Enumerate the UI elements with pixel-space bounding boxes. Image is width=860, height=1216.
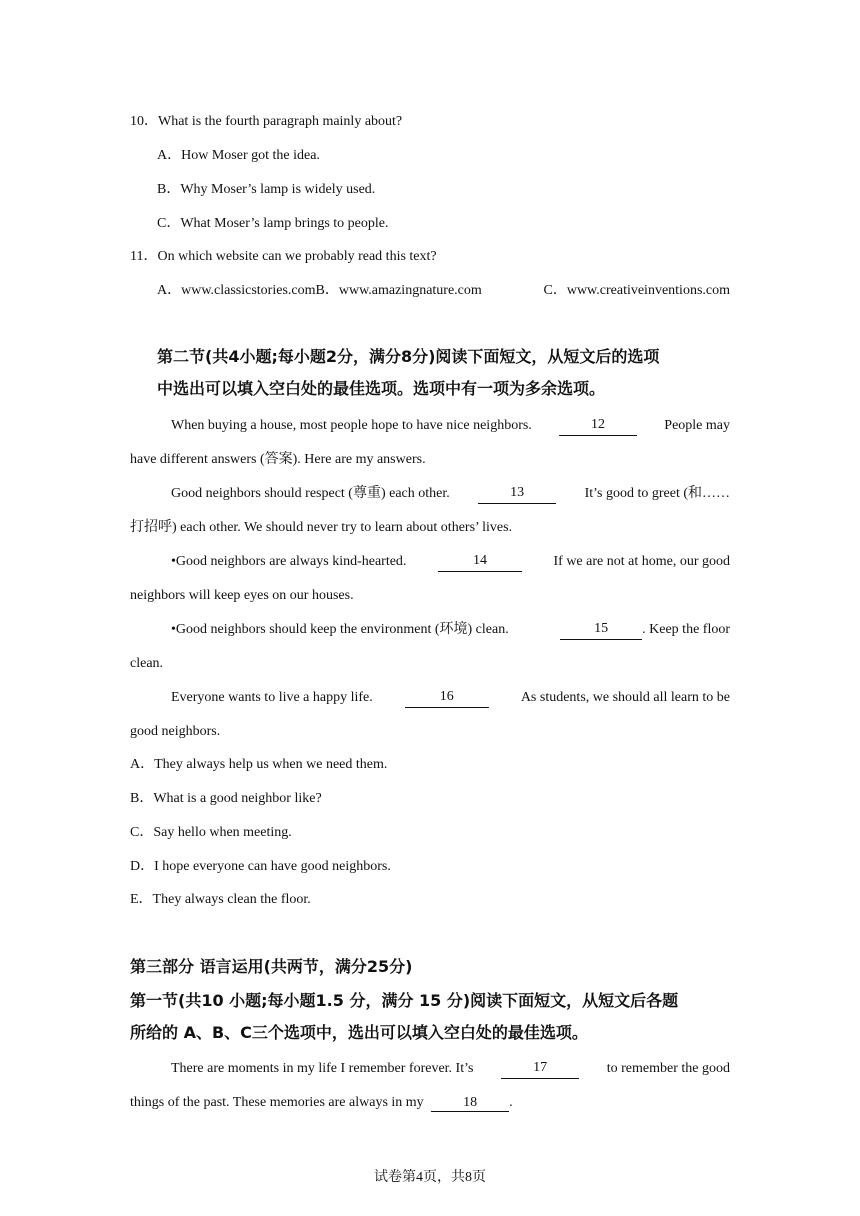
passage-paragraph-1-line-1 (171, 416, 730, 436)
passage-paragraph-3-line-1 (171, 552, 730, 572)
part-3-section-1-heading-line-1: 第一节(共10 小题;每小题1.5 分，满分 15 分)阅读下面短文，从短文后各题 (130, 991, 679, 1010)
question-11-option-c: C．www.creativeinventions.com (543, 283, 730, 298)
passage-text: If we are not at home, our good (553, 554, 730, 569)
passage-text: As students, we should all learn to be (520, 690, 730, 705)
option-c: C．Say hello when meeting. (130, 825, 292, 840)
passage-text: to remember the good (606, 1061, 730, 1076)
passage-text: •Good neighbors should keep the environment (环境) clean. (171, 622, 509, 637)
blank-16: 16 (405, 688, 489, 708)
passage-paragraph-4-line-1 (171, 620, 730, 640)
blank-17: 17 (501, 1059, 579, 1079)
passage-text: People may (664, 418, 730, 433)
passage-paragraph-2-line-2: 打招呼) each other. We should never try to learn about others’ lives. (130, 520, 513, 535)
question-10-option-b: B．Why Moser’s lamp is widely used. (157, 182, 376, 197)
blank-13: 13 (478, 484, 556, 504)
question-11-stem: 11．On which website can we probably read this text? (130, 249, 437, 264)
passage-paragraph-5-line-1 (171, 688, 730, 708)
part-3-section-1-heading-line-2: 所给的 A、B、C三个选项中，选出可以填入空白处的最佳选项。 (130, 1023, 588, 1042)
question-11-options (157, 281, 730, 301)
question-10-option-c: C．What Moser’s lamp brings to people. (157, 216, 389, 231)
question-10-stem: 10．What is the fourth paragraph mainly about? (130, 114, 403, 129)
option-d: D．I hope everyone can have good neighbors. (130, 859, 391, 874)
passage-text: There are moments in my life I remember forever. It’s (171, 1061, 474, 1076)
passage-text: . (509, 1095, 513, 1110)
passage-paragraph-1-line-2: have different answers (答案). Here are my answers. (130, 452, 426, 467)
page-footer: 试卷第4页，共8页 (374, 1170, 486, 1185)
option-a: A．They always help us when we need them. (130, 757, 388, 772)
cloze-passage-line-2 (130, 1093, 730, 1113)
passage-paragraph-2-line-1 (171, 484, 730, 504)
section-2-heading-line-2: 中选出可以填入空白处的最佳选项。选项中有一项为多余选项。 (157, 379, 606, 398)
section-2-heading-line-1: 第二节(共4小题;每小题2分，满分8分)阅读下面短文，从短文后的选项 (157, 347, 660, 366)
part-3-title: 第三部分 语言运用(共两节，满分25分) (130, 957, 413, 976)
blank-12: 12 (559, 416, 637, 436)
cloze-passage-line-1 (171, 1059, 730, 1079)
passage-text: It’s good to greet (和…… (584, 486, 730, 501)
passage-text: Good neighbors should respect (尊重) each other. (171, 486, 450, 501)
blank-15: 15 (560, 620, 642, 640)
passage-paragraph-5-line-2: good neighbors. (130, 724, 221, 739)
passage-text: Everyone wants to live a happy life. (171, 690, 373, 705)
passage-text: •Good neighbors are always kind-hearted. (171, 554, 407, 569)
option-e: E．They always clean the floor. (130, 892, 311, 907)
blank-14: 14 (438, 552, 522, 572)
passage-text: things of the past. These memories are always in my (130, 1095, 424, 1110)
passage-text: When buying a house, most people hope to have nice neighbors. (171, 418, 532, 433)
question-11-option-a: A．www.classicstories.com (157, 283, 316, 298)
option-b: B．What is a good neighbor like? (130, 791, 322, 806)
passage-paragraph-4-line-2: clean. (130, 656, 164, 671)
passage-paragraph-3-line-2: neighbors will keep eyes on our houses. (130, 588, 354, 603)
question-10-option-a: A．How Moser got the idea. (157, 148, 320, 163)
passage-text: . Keep the floor (642, 622, 730, 637)
blank-18: 18 (431, 1094, 509, 1112)
question-11-option-b: B．www.amazingnature.com (315, 283, 482, 298)
